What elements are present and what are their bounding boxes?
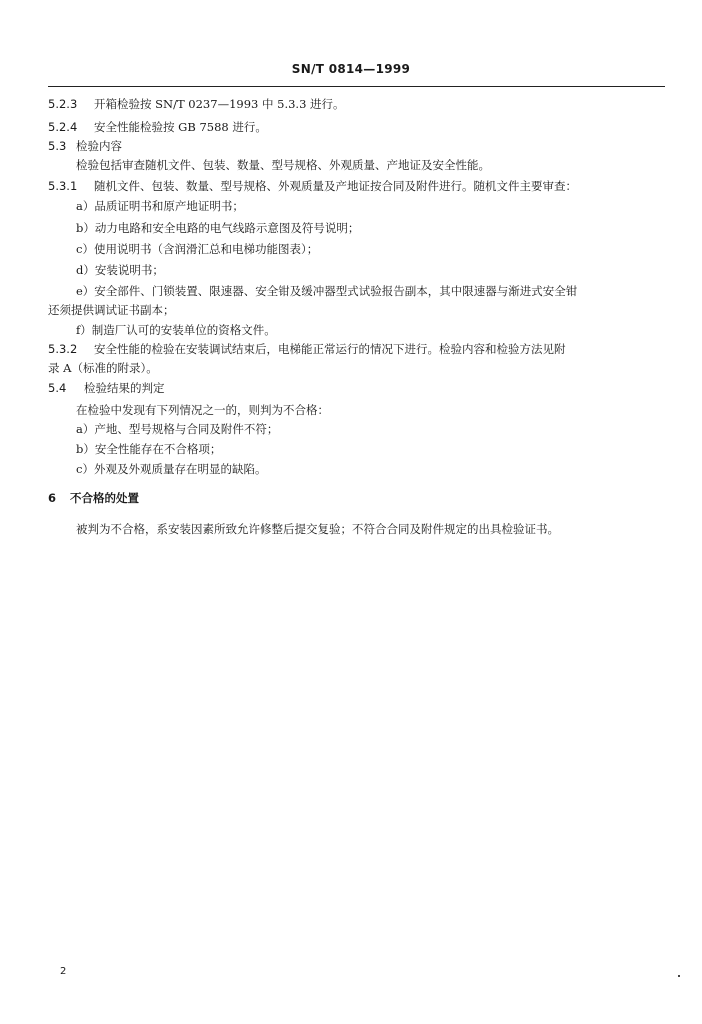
clause-number: 5.3 bbox=[48, 139, 67, 153]
list-item-c: c）使用说明书（含润滑汇总和电梯功能图表）； bbox=[76, 242, 319, 256]
list-item-b: b）动力电路和安全电路的电气线路示意图及符号说明； bbox=[76, 221, 360, 235]
clause-text: 安全性能检验按 GB 7588 进行。 bbox=[94, 120, 267, 134]
clause-text: 开箱检验按 SN/T 0237—1993 中 5.3.3 进行。 bbox=[94, 97, 345, 111]
section-number: 6 bbox=[48, 491, 57, 505]
clause-5-3-2 bbox=[48, 341, 566, 357]
list-item-c: c）外观及外观质量存在明显的缺陷。 bbox=[76, 462, 267, 476]
clause-number: 5.2.3 bbox=[48, 97, 78, 111]
clause-number: 5.3.2 bbox=[48, 342, 78, 356]
section-title: 不合格的处置 bbox=[70, 491, 139, 505]
section-6-heading bbox=[48, 490, 139, 506]
clause-5-3-2-continued: 录 A（标准的附录）。 bbox=[48, 361, 158, 375]
list-item-e-continued: 还须提供调试证书副本； bbox=[48, 303, 175, 317]
paragraph: 检验包括审查随机文件、包装、数量、型号规格、外观质量、产地证及安全性能。 bbox=[76, 158, 490, 172]
scan-speck bbox=[678, 975, 680, 977]
clause-5-4 bbox=[48, 380, 165, 396]
clause-number: 5.4 bbox=[48, 381, 67, 395]
paragraph: 在检验中发现有下列情况之一的，则判为不合格： bbox=[76, 403, 329, 417]
list-item-b: b）安全性能存在不合格项； bbox=[76, 442, 222, 456]
list-item-d: d）安装说明书； bbox=[76, 263, 164, 277]
clause-text: 随机文件、包装、数量、型号规格、外观质量及产地证按合同及附件进行。随机文件主要审查： bbox=[94, 179, 577, 193]
clause-heading: 检验内容 bbox=[76, 139, 122, 153]
clause-heading: 检验结果的判定 bbox=[84, 381, 165, 395]
clause-5-3-1 bbox=[48, 178, 577, 194]
clause-5-2-3 bbox=[48, 96, 345, 112]
clause-number: 5.3.1 bbox=[48, 179, 78, 193]
clause-5-2-4 bbox=[48, 119, 267, 135]
list-item-a: a）品质证明书和原产地证明书； bbox=[76, 199, 244, 213]
clause-text: 安全性能的检验在安装调试结束后，电梯能正常运行的情况下进行。检验内容和检验方法见附 bbox=[94, 342, 566, 356]
header-rule bbox=[48, 86, 665, 87]
clause-5-3 bbox=[48, 138, 122, 154]
clause-number: 5.2.4 bbox=[48, 120, 78, 134]
list-item-e: e）安全部件、门锁装置、限速器、安全钳及缓冲器型式试验报告副本，其中限速器与渐进式安全钳 bbox=[76, 284, 578, 298]
list-item-f: f）制造厂认可的安装单位的资格文件。 bbox=[76, 323, 276, 337]
page-number: 2 bbox=[60, 966, 67, 977]
page-header-standard-code: SN/T 0814—1999 bbox=[291, 62, 411, 76]
section-6-paragraph: 被判为不合格，系安装因素所致允许修整后提交复验；不符合合同及附件规定的出具检验证书。 bbox=[76, 522, 559, 536]
list-item-a: a）产地、型号规格与合同及附件不符； bbox=[76, 422, 279, 436]
